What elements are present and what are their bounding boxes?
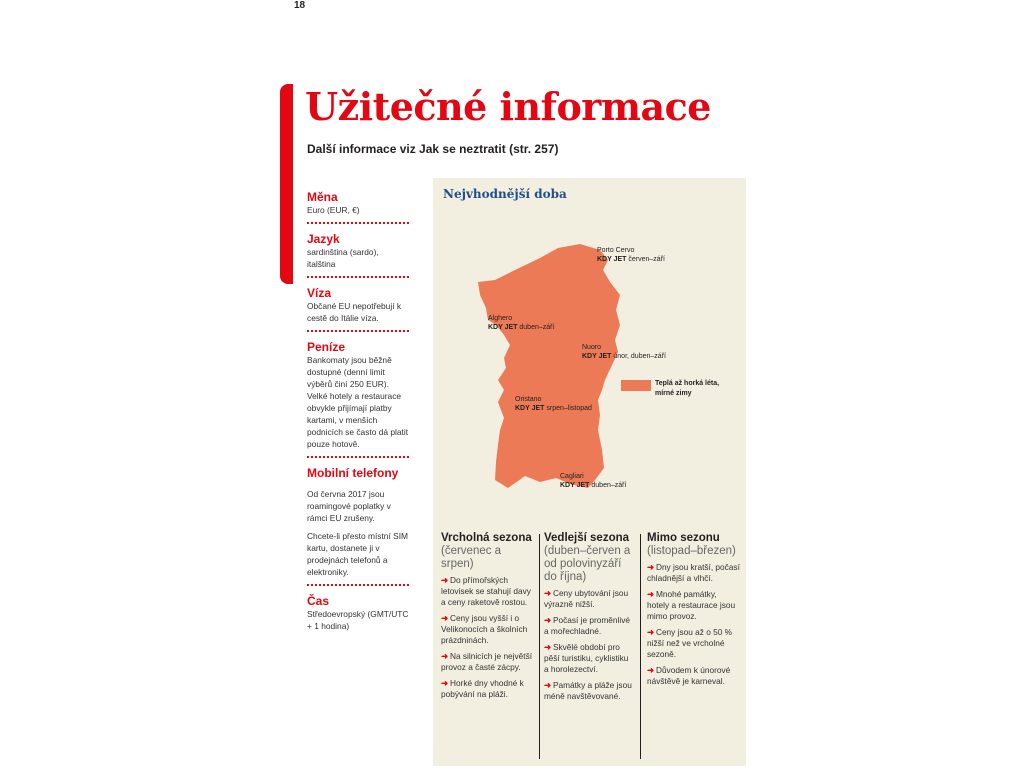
- arrow-icon: ➜: [647, 627, 654, 637]
- arrow-icon: ➜: [441, 613, 448, 623]
- season-high: [441, 532, 536, 705]
- list-item: ➜ Ceny jsou vyšší i o Velikonocích a školních prázdninách.: [441, 613, 528, 645]
- when-label: KDY JET: [597, 256, 627, 263]
- season-heading: [647, 532, 741, 558]
- location-when: červen–září: [628, 256, 665, 263]
- season-shoulder: [544, 532, 634, 707]
- map-label-porto-cervo: [597, 246, 665, 264]
- season-range: (červenec a srpen): [441, 545, 502, 570]
- arrow-icon: ➜: [441, 651, 448, 661]
- map-label-alghero: [488, 314, 554, 332]
- legend-line: mírné zimy: [655, 390, 692, 397]
- dotted-divider: [307, 222, 409, 224]
- best-time-title: Nejvhodnější doba: [443, 187, 567, 201]
- page-subtitle: Další informace viz Jak se neztratit (str. 257): [307, 142, 559, 156]
- info-language: [307, 232, 409, 270]
- location-when: duben–září: [519, 324, 555, 331]
- info-text: Euro (EUR, €): [307, 205, 360, 215]
- season-list: [441, 575, 536, 700]
- red-accent-tab: [280, 84, 293, 284]
- arrow-icon: ➜: [647, 562, 654, 572]
- season-list: [544, 588, 634, 702]
- location-when: duben–září: [591, 482, 627, 489]
- page-title: Užitečné informace: [305, 84, 711, 129]
- info-phones: [307, 466, 409, 578]
- when-label: KDY JET: [515, 405, 545, 412]
- location-when: srpen–listopad: [546, 405, 592, 412]
- info-text: Středoevropský (GMT/UTC + 1 hodina): [307, 609, 409, 631]
- season-name: Mimo sezonu: [647, 532, 720, 544]
- when-label: KDY JET: [582, 353, 612, 360]
- info-text: Bankomaty jsou běžně dostupné (denní limit výběrů činí 250 EUR). Velké hotely a restaurace obvykle přijímají platby kartami, v menších podnicích se často dá platit pouze hotově.: [307, 355, 409, 449]
- dotted-divider: [307, 456, 409, 458]
- map-label-cagliari: [560, 472, 626, 490]
- when-label: KDY JET: [488, 324, 518, 331]
- list-item: ➜ Mnohé památky, hotely a restaurace jsou mimo provoz.: [647, 589, 736, 621]
- season-heading: [544, 532, 634, 584]
- info-heading: Jazyk: [307, 232, 340, 246]
- info-visa: [307, 286, 409, 324]
- map-label-nuoro: [582, 343, 666, 361]
- list-item: ➜ Počasí je proměnlivé a mořechladné.: [544, 615, 630, 636]
- location-name: Cagliari: [560, 473, 584, 480]
- list-item: ➜ Do přímořských letovisek se stahují davy a ceny raketově rostou.: [441, 575, 531, 607]
- arrow-icon: ➜: [647, 665, 654, 675]
- arrow-icon: ➜: [544, 642, 551, 652]
- arrow-icon: ➜: [544, 615, 551, 625]
- info-text: Občané EU nepotřebují k cestě do Itálie víza.: [307, 301, 402, 323]
- column-divider: [640, 534, 641, 759]
- arrow-icon: ➜: [441, 678, 448, 688]
- location-name: Alghero: [488, 315, 513, 322]
- info-time: [307, 594, 409, 632]
- season-list: [647, 562, 741, 687]
- info-heading: Mobilní telefony: [307, 466, 399, 480]
- location-name: Nuoro: [582, 344, 602, 351]
- sardinia-island-shape: [478, 244, 620, 488]
- list-item: ➜ Horké dny vhodné k pobývání na pláži.: [441, 678, 524, 699]
- info-text: [307, 488, 409, 578]
- legend-text: [655, 379, 719, 399]
- info-heading: Peníze: [307, 340, 346, 354]
- info-text: sardinština (sardo), italština: [307, 247, 379, 269]
- info-currency: [307, 190, 409, 216]
- info-paragraph: Chcete-li přesto místní SIM kartu, dostanete ji v prodejnách telefonů a elektroniky.: [307, 531, 408, 577]
- info-heading: Měna: [307, 190, 338, 204]
- list-item: ➜ Ceny jsou až o 50 % nižší než ve vrcholné sezoně.: [647, 627, 733, 659]
- info-heading: Čas: [307, 594, 330, 608]
- arrow-icon: ➜: [647, 589, 654, 599]
- info-paragraph: Od června 2017 jsou roamingové poplatky v rámci EU zrušeny.: [307, 489, 391, 523]
- when-label: KDY JET: [560, 482, 590, 489]
- legend-swatch: [621, 380, 651, 391]
- map-label-oristano: [515, 395, 592, 413]
- location-name: Oristano: [515, 396, 542, 403]
- list-item: ➜ Památky a pláže jsou méně navštěvované.: [544, 680, 632, 701]
- season-low: [647, 532, 741, 692]
- list-item: ➜ Ceny ubytování jsou výrazně nižší.: [544, 588, 629, 609]
- info-heading: Víza: [307, 286, 332, 300]
- arrow-icon: ➜: [544, 680, 551, 690]
- location-name: Porto Cervo: [597, 247, 635, 254]
- sardinia-map: [470, 240, 630, 495]
- dotted-divider: [307, 584, 409, 586]
- arrow-icon: ➜: [544, 588, 551, 598]
- season-heading: [441, 532, 536, 571]
- list-item: ➜ Skvělé období pro pěší turistiku, cyklistiku a horolezectví.: [544, 642, 629, 674]
- info-money: [307, 340, 409, 450]
- legend-line: Teplá až horká léta,: [655, 380, 720, 387]
- location-when: únor, duben–září: [613, 353, 666, 360]
- season-name: Vedlejší sezona: [544, 532, 630, 544]
- page-number: 18: [294, 0, 306, 11]
- season-name: Vrcholná sezona: [441, 532, 532, 544]
- dotted-divider: [307, 276, 409, 278]
- dotted-divider: [307, 330, 409, 332]
- list-item: ➜ Důvodem k únorové návštěvě je karneval.: [647, 665, 731, 686]
- column-divider: [539, 534, 540, 759]
- season-range: (duben–červen a od polovinyzáří do října): [544, 545, 631, 583]
- info-column: [307, 190, 409, 632]
- list-item: ➜ Dny jsou kratší, počasí chladnější a vlhčí.: [647, 562, 740, 583]
- arrow-icon: ➜: [441, 575, 448, 585]
- season-range: (listopad–březen): [647, 545, 736, 557]
- list-item: ➜ Na silnicích je největší provoz a časté zácpy.: [441, 651, 533, 672]
